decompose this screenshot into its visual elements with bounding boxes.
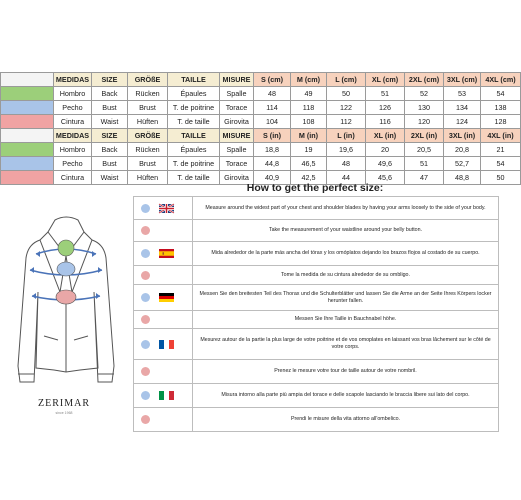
instruction-row xyxy=(134,266,499,285)
table-row xyxy=(1,87,521,101)
value-cell: 18,8 xyxy=(254,143,291,157)
chest-dot-icon xyxy=(141,340,150,349)
instruction-text: Misura intorno alla parte più ampia del torace e delle scapole lasciando le braccia libere sui lato del corpo. xyxy=(193,384,499,408)
header-cell: XL (cm) xyxy=(366,73,405,87)
header-cell: 3XL (cm) xyxy=(444,73,481,87)
cell-es: Pecho xyxy=(54,157,92,171)
cell-de: Hüften xyxy=(128,171,168,185)
header-cell: MISURE xyxy=(220,73,254,87)
value-cell: 134 xyxy=(444,101,481,115)
instruction-icons xyxy=(134,329,193,360)
waist-dot-icon xyxy=(141,367,150,376)
chest-marker xyxy=(57,262,75,276)
instruction-icons xyxy=(134,197,193,220)
waist-dot-icon xyxy=(141,271,150,280)
header-cell: S (cm) xyxy=(254,73,291,87)
value-cell: 48,8 xyxy=(444,171,481,185)
instruction-icons xyxy=(134,360,193,384)
cell-es: Cintura xyxy=(54,171,92,185)
value-cell: 47 xyxy=(405,171,444,185)
cell-it: Spalle xyxy=(220,143,254,157)
color-swatch xyxy=(1,87,54,101)
instruction-icons xyxy=(134,311,193,329)
color-swatch xyxy=(1,101,54,115)
value-cell: 52,7 xyxy=(444,157,481,171)
instruction-icons xyxy=(134,285,193,311)
header-cell: M (cm) xyxy=(291,73,327,87)
header-cell: L (cm) xyxy=(327,73,366,87)
value-cell: 19,6 xyxy=(327,143,366,157)
value-cell: 53 xyxy=(444,87,481,101)
instruction-row xyxy=(134,384,499,408)
instruction-icons xyxy=(134,384,193,408)
instruction-icons xyxy=(134,266,193,285)
table-row xyxy=(1,115,521,129)
instruction-row xyxy=(134,408,499,432)
coat-illustration xyxy=(0,196,132,496)
header-cell: 2XL (cm) xyxy=(405,73,444,87)
header-cell: TAILLE xyxy=(168,73,220,87)
value-cell: 45,6 xyxy=(366,171,405,185)
cell-fr: Épaules xyxy=(168,87,220,101)
waist-marker xyxy=(56,290,76,304)
value-cell: 126 xyxy=(366,101,405,115)
cell-fr: T. de poitrine xyxy=(168,157,220,171)
header-cell: GRÖßE xyxy=(128,73,168,87)
waist-dot-icon xyxy=(141,415,150,424)
instruction-row xyxy=(134,242,499,266)
instruction-icons xyxy=(134,242,193,266)
value-cell: 122 xyxy=(327,101,366,115)
value-cell: 51 xyxy=(366,87,405,101)
value-cell: 114 xyxy=(254,101,291,115)
chest-dot-icon xyxy=(141,293,150,302)
cell-fr: T. de poitrine xyxy=(168,101,220,115)
cell-it: Torace xyxy=(220,101,254,115)
uk-flag-icon xyxy=(159,204,174,213)
instruction-text: Messen Sie Ihre Taille in Bauchnabel höhe. xyxy=(193,311,499,329)
value-cell: 118 xyxy=(291,101,327,115)
cell-en: Back xyxy=(92,143,128,157)
value-cell: 21 xyxy=(481,143,521,157)
value-cell: 49 xyxy=(291,87,327,101)
blank-cell xyxy=(1,73,54,87)
cell-en: Bust xyxy=(92,101,128,115)
cell-en: Waist xyxy=(92,171,128,185)
header-cell: M (in) xyxy=(291,129,327,143)
guide-title: How to get the perfect size: xyxy=(246,182,384,194)
brand-subtitle: since 1968 xyxy=(55,411,73,415)
table-header-row xyxy=(1,129,521,143)
table-row xyxy=(1,143,521,157)
header-cell: 4XL (in) xyxy=(481,129,521,143)
value-cell: 116 xyxy=(366,115,405,129)
cell-en: Waist xyxy=(92,115,128,129)
cell-es: Pecho xyxy=(54,101,92,115)
value-cell: 20,8 xyxy=(444,143,481,157)
cell-de: Brust xyxy=(128,101,168,115)
value-cell: 51 xyxy=(405,157,444,171)
cell-fr: Épaules xyxy=(168,143,220,157)
value-cell: 112 xyxy=(327,115,366,129)
cell-es: Cintura xyxy=(54,115,92,129)
germany-flag-icon xyxy=(159,293,174,302)
cell-it: Girovita xyxy=(220,171,254,185)
value-cell: 108 xyxy=(291,115,327,129)
value-cell: 50 xyxy=(327,87,366,101)
cell-de: Hüften xyxy=(128,115,168,129)
value-cell: 130 xyxy=(405,101,444,115)
instruction-text: Take the measurement of your waistline around your belly button. xyxy=(193,220,499,242)
cell-en: Bust xyxy=(92,157,128,171)
instruction-row xyxy=(134,197,499,220)
table-header-row xyxy=(1,73,521,87)
instruction-row xyxy=(134,329,499,360)
instruction-icons xyxy=(134,220,193,242)
cell-es: Hombro xyxy=(54,87,92,101)
cell-fr: T. de taille xyxy=(168,115,220,129)
value-cell: 52 xyxy=(405,87,444,101)
instruction-text: Measure around the widest part of your chest and shoulder blades by having your arms loosely to the side of your body. xyxy=(193,197,499,220)
header-cell: SIZE xyxy=(92,129,128,143)
value-cell: 120 xyxy=(405,115,444,129)
value-cell: 128 xyxy=(481,115,521,129)
cell-it: Spalle xyxy=(220,87,254,101)
table-row xyxy=(1,157,521,171)
value-cell: 54 xyxy=(481,157,521,171)
cell-en: Back xyxy=(92,87,128,101)
header-cell: MEDIDAS xyxy=(54,73,92,87)
waist-dot-icon xyxy=(141,315,150,324)
color-swatch xyxy=(1,157,54,171)
instruction-text: Mesurez autour de la partie la plus large de votre poitrine et de vos omoplates en laissant vos bras lâchement sur le côté de votre corps. xyxy=(193,329,499,360)
header-cell: L (in) xyxy=(327,129,366,143)
size-table-in xyxy=(0,128,521,185)
header-cell: XL (in) xyxy=(366,129,405,143)
cell-it: Girovita xyxy=(220,115,254,129)
instruction-row xyxy=(134,360,499,384)
header-cell: TAILLE xyxy=(168,129,220,143)
italy-flag-icon xyxy=(159,391,174,400)
value-cell: 138 xyxy=(481,101,521,115)
france-flag-icon xyxy=(159,340,174,349)
header-cell: MEDIDAS xyxy=(54,129,92,143)
instruction-row xyxy=(134,311,499,329)
value-cell: 20,5 xyxy=(405,143,444,157)
cell-de: Rücken xyxy=(128,143,168,157)
brand-logo: ZERIMAR xyxy=(38,398,90,409)
instruction-text: Prenez le mesure votre tour de taille autour de votre nombril. xyxy=(193,360,499,384)
cell-it: Torace xyxy=(220,157,254,171)
header-cell: 2XL (in) xyxy=(405,129,444,143)
chest-dot-icon xyxy=(141,249,150,258)
waist-dot-icon xyxy=(141,226,150,235)
shoulder-marker xyxy=(58,240,74,256)
blank-cell xyxy=(1,129,54,143)
cell-de: Rücken xyxy=(128,87,168,101)
value-cell: 54 xyxy=(481,87,521,101)
chest-dot-icon xyxy=(141,204,150,213)
value-cell: 40,9 xyxy=(254,171,291,185)
cell-fr: T. de taille xyxy=(168,171,220,185)
header-cell: 4XL (cm) xyxy=(481,73,521,87)
value-cell: 48 xyxy=(327,157,366,171)
color-swatch xyxy=(1,171,54,185)
value-cell: 124 xyxy=(444,115,481,129)
value-cell: 44,8 xyxy=(254,157,291,171)
value-cell: 48 xyxy=(254,87,291,101)
value-cell: 19 xyxy=(291,143,327,157)
value-cell: 104 xyxy=(254,115,291,129)
value-cell: 20 xyxy=(366,143,405,157)
cell-es: Hombro xyxy=(54,143,92,157)
value-cell: 44 xyxy=(327,171,366,185)
color-swatch xyxy=(1,115,54,129)
instruction-text: Tome la medida de su cintura alrededor de su ombligo. xyxy=(193,266,499,285)
header-cell: 3XL (in) xyxy=(444,129,481,143)
header-cell: GRÖßE xyxy=(128,129,168,143)
cell-de: Brust xyxy=(128,157,168,171)
instructions-table xyxy=(133,196,499,432)
table-row xyxy=(1,101,521,115)
instruction-text: Mida alrededor de la parte más ancha del tórax y los omóplatos dejando los brazos flojos al costado de su cuerpo. xyxy=(193,242,499,266)
instruction-icons xyxy=(134,408,193,432)
chest-dot-icon xyxy=(141,391,150,400)
instruction-row xyxy=(134,285,499,311)
value-cell: 42,5 xyxy=(291,171,327,185)
spain-flag-icon xyxy=(159,249,174,258)
color-swatch xyxy=(1,143,54,157)
value-cell: 46,5 xyxy=(291,157,327,171)
header-cell: SIZE xyxy=(92,73,128,87)
header-cell: S (in) xyxy=(254,129,291,143)
value-cell: 50 xyxy=(481,171,521,185)
instruction-row xyxy=(134,220,499,242)
value-cell: 49,6 xyxy=(366,157,405,171)
header-cell: MISURE xyxy=(220,129,254,143)
instruction-text: Messen Sie den breitesten Teil des Thorax und die Schulterblätter und lassen Sie die Arme an der Seite Ihres Körpers locker herunter fallen. xyxy=(193,285,499,311)
instruction-text: Prendi le misure della vita attorno all'ombelico. xyxy=(193,408,499,432)
size-table-cm xyxy=(0,72,521,129)
